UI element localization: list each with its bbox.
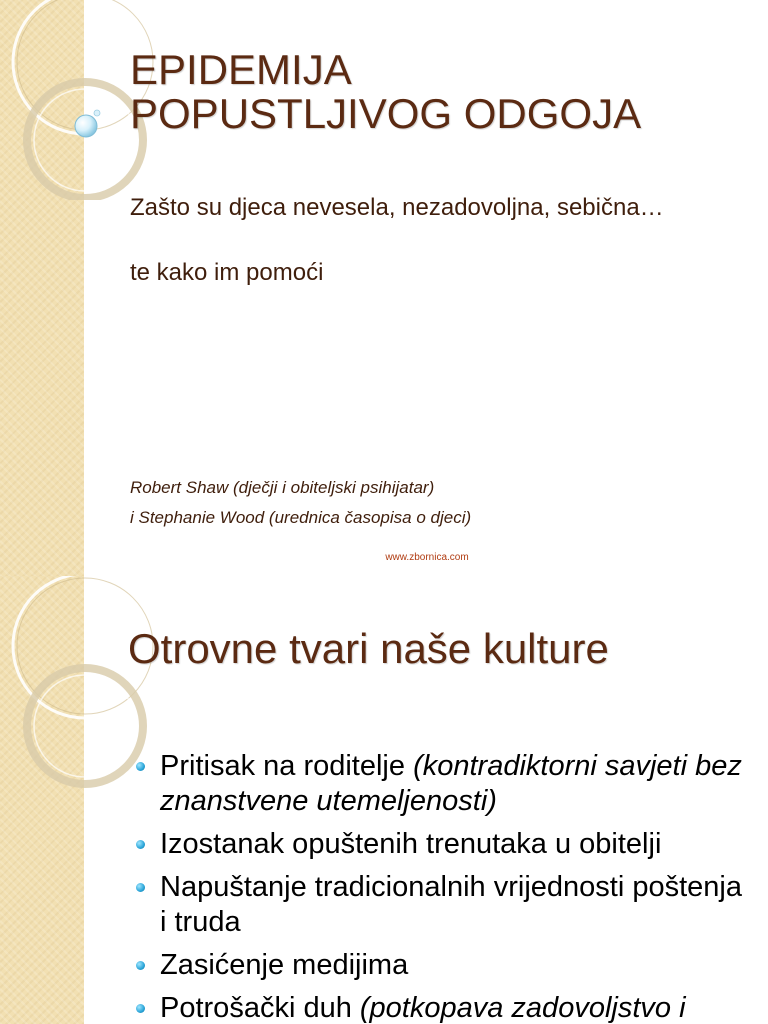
- bullet-text: Napuštanje tradicionalnih vrijednosti poštenja i truda: [160, 871, 742, 938]
- slide-title: Otrovne tvari naše kulture: [128, 625, 609, 672]
- blue-dot-icon: [136, 1004, 145, 1013]
- bullet-item: [136, 827, 756, 862]
- blue-dot-icon: [136, 883, 145, 892]
- slide-2: [0, 576, 768, 1024]
- decorative-side-strip: [0, 0, 84, 576]
- slide-footer-url: www.zbornica.com: [385, 552, 469, 563]
- slide-title-line-2: POPUSTLJIVOG ODGOJA: [130, 90, 642, 137]
- bullet-note: (potkopava zadovoljstvo i: [359, 992, 686, 1024]
- bullet-list: [136, 749, 756, 1024]
- author-line-1: Robert Shaw (dječji i obiteljski psihijatar): [130, 478, 435, 497]
- bullet-text: Zasićenje medijima: [160, 949, 409, 981]
- author-line-2: i Stephanie Wood (urednica časopisa o djeci): [130, 508, 472, 527]
- bullet-item: [136, 870, 756, 940]
- slide-subtitle-2: te kako im pomoći: [130, 259, 324, 286]
- slide-title: [130, 48, 641, 136]
- slide-subtitle: Zašto su djeca nevesela, nezadovoljna, sebična…: [130, 194, 664, 221]
- blue-dot-icon: [136, 840, 145, 849]
- bullet-text: Potrošački duh: [160, 992, 360, 1024]
- bullet-item: [136, 749, 756, 819]
- decorative-side-strip: [0, 576, 84, 1024]
- bullet-text: Pritisak na roditelje: [160, 750, 414, 782]
- slide-title-line-1: EPIDEMIJA: [130, 46, 352, 93]
- blue-dot-icon: [136, 762, 145, 771]
- bullet-text: Izostanak opuštenih trenutaka u obitelji: [160, 828, 662, 860]
- bullet-item: [136, 991, 756, 1024]
- blue-dot-icon: [136, 961, 145, 970]
- bullet-note: (kontradiktorni savjeti bez znanstvene utemeljenosti): [160, 750, 742, 817]
- bullet-item: [136, 948, 756, 983]
